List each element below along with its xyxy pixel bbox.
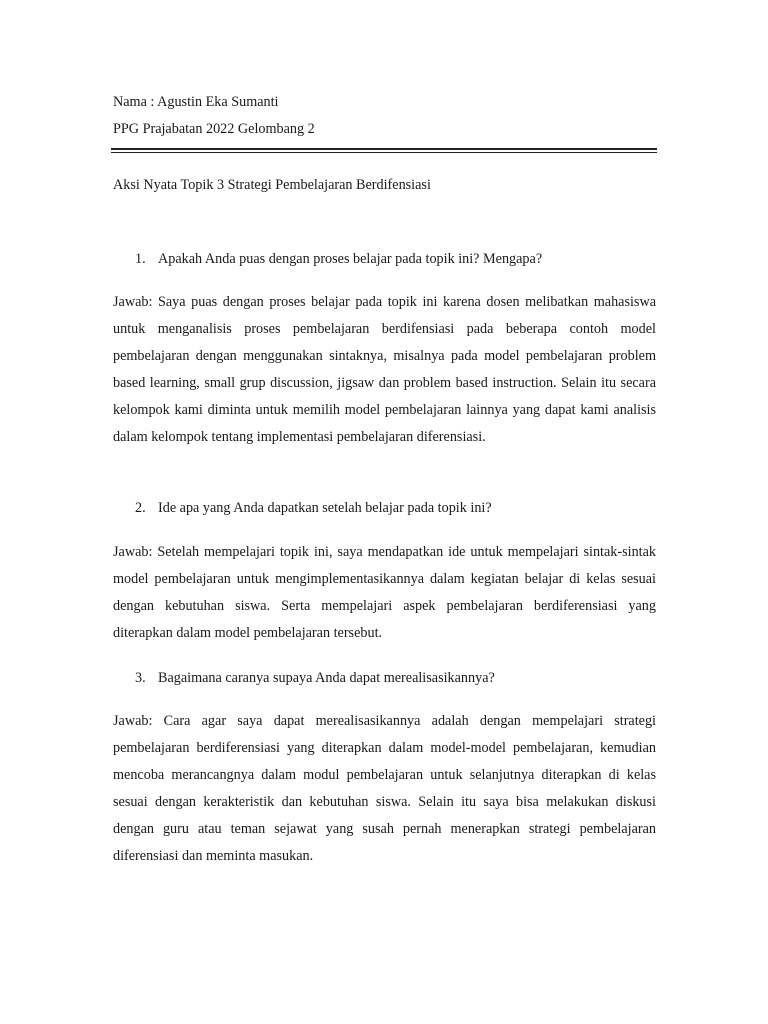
question-3	[135, 670, 495, 687]
question-text: Bagaimana caranya supaya Anda dapat merealisasikannya?	[158, 670, 495, 686]
question-number: 2.	[135, 500, 146, 516]
answer-2: Jawab: Setelah mempelajari topik ini, saya mendapatkan ide untuk mempelajari sintak-sintak model pembelajaran untuk mengimplementasikannya dalam kegiatan belajar di kelas sesuai dengan kebutuhan siswa. Serta mempelajari aspek pembelajaran berdiferensiasi yang diterapkan dalam model pembelajaran tersebut.	[113, 544, 656, 641]
student-name: Nama : Agustin Eka Sumanti	[113, 94, 279, 110]
header-divider-bottom	[111, 152, 657, 153]
answer-3: Jawab: Cara agar saya dapat merealisasikannya adalah dengan mempelajari strategi pembelajaran berdiferensiasi yang diterapkan dalam model-model pembelajaran, kemudian mencoba merancangnya dalam modul pembelajaran untuk selanjutnya diterapkan di kelas sesuai dengan kerakteristik dan kebutuhan siswa. Selain itu saya bisa melakukan diskusi dengan guru atau teman sejawat yang susah pernah menerapkan strategi pembelajaran diferensiasi dan meminta masukan.	[113, 713, 656, 864]
question-number: 3.	[135, 670, 146, 686]
answer-1: Jawab: Saya puas dengan proses belajar pada topik ini karena dosen melibatkan mahasiswa untuk menganalisis proses pembelajaran berdifensiasi pada beberapa contoh model pembelajaran dengan menggunakan sintaknya, misalnya pada model pembelajaran problem based learning, small grup discussion, jigsaw dan problem based instruction. Selain itu secara kelompok kami diminta untuk memilih model pembelajaran lainnya yang dapat kami analisis dalam kelompok tentang implementasi pembelajaran diferensiasi.	[113, 294, 656, 445]
question-text: Ide apa yang Anda dapatkan setelah belajar pada topik ini?	[158, 500, 492, 516]
question-2	[135, 500, 492, 517]
question-1	[135, 251, 542, 268]
question-text: Apakah Anda puas dengan proses belajar pada topik ini? Mengapa?	[158, 251, 543, 267]
program-info: PPG Prajabatan 2022 Gelombang 2	[113, 121, 315, 137]
document-title: Aksi Nyata Topik 3 Strategi Pembelajaran Berdifensiasi	[113, 177, 431, 193]
header-divider-top	[111, 148, 657, 150]
question-number: 1.	[135, 251, 146, 267]
